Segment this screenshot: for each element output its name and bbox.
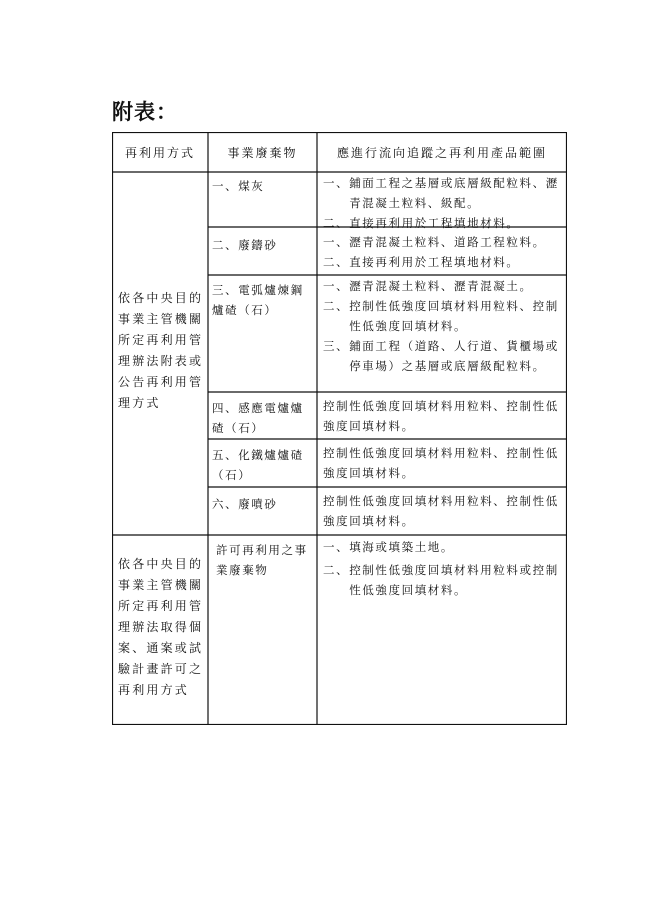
product-item: 控制性低強度回填材料用粒料、控制性低強度回填材料。 [323,399,559,433]
method-line: 依各中央目的 [118,291,204,305]
header-product-scope: 應進行流向追蹤之再利用產品範圍 [336,146,547,160]
method-line: 事業主管機關 [118,578,204,592]
products-blast-sand [323,491,563,531]
product-item: 控制性低強度回填材料用粒料、控制性低強度回填材料。 [323,494,559,528]
products-cupola-slag [323,443,563,483]
product-item: 控制性低強度回填材料用粒料、控制性低強度回填材料。 [323,446,559,480]
reuse-method-1 [118,288,206,414]
products-induction-slag [323,396,563,436]
method-line: 公告再利用管 [118,375,204,389]
waste-foundry-sand: 二、廢鑄砂 [212,238,278,252]
method-line: 所定再利用管 [118,599,204,613]
product-item: 二、 控制性低強度回填材料用粒料或控制性低強度回填材料。 [323,563,559,597]
product-item: 一、 瀝青混凝土粒料、瀝青混凝土。 [323,279,533,293]
product-item: 三、 鋪面工程（道路、人行道、貨櫃場或停車場）之基層或底層級配粒料。 [323,339,559,373]
method-line: 依各中央目的 [118,557,204,571]
products-permitted [323,537,563,600]
waste-eaf-slag: 三、電弧爐煉鋼爐碴（石） [212,283,304,317]
reuse-method-2 [118,554,206,701]
waste-induction-slag: 四、感應電爐爐碴（石） [212,401,304,435]
waste-cupola-slag: 五、化鐵爐爐碴（石） [212,448,304,482]
method-line: 驗計畫許可之 [118,662,204,676]
method-line: 事業主管機關 [118,312,204,326]
header-reuse-method: 再利用方式 [124,146,195,160]
method-line: 所定再利用管 [118,333,204,347]
product-item: 一、 填海或填築土地。 [323,540,455,554]
waste-coal-ash: 一、煤灰 [212,179,265,193]
products-foundry-sand [323,232,563,272]
method-line: 理辦法附表或 [118,354,204,368]
product-item: 二、 直接再利用於工程填地材料。 [323,216,520,230]
method-line: 理方式 [118,396,161,410]
products-coal-ash [323,173,563,233]
method-line: 再利用方式 [118,683,190,697]
waste-blast-sand: 六、廢噴砂 [212,497,278,511]
products-eaf-slag [323,276,563,376]
reuse-table [112,132,567,725]
product-item: 二、 控制性低強度回填材料用粒料、控制性低強度回填材料。 [323,299,559,333]
page-title: 附表： [112,100,178,124]
waste-permitted: 許可再利用之事業廢棄物 [216,543,308,577]
header-waste: 事業廢棄物 [227,146,298,160]
method-line: 理辦法取得個 [118,620,204,634]
product-item: 一、 瀝青混凝土粒料、道路工程粒料。 [323,235,546,249]
method-line: 案、通案或試 [118,641,204,655]
product-item: 二、 直接再利用於工程填地材料。 [323,255,520,269]
product-item: 一、 鋪面工程之基層或底層級配粒料、瀝青混凝土粒料、級配。 [323,176,559,210]
